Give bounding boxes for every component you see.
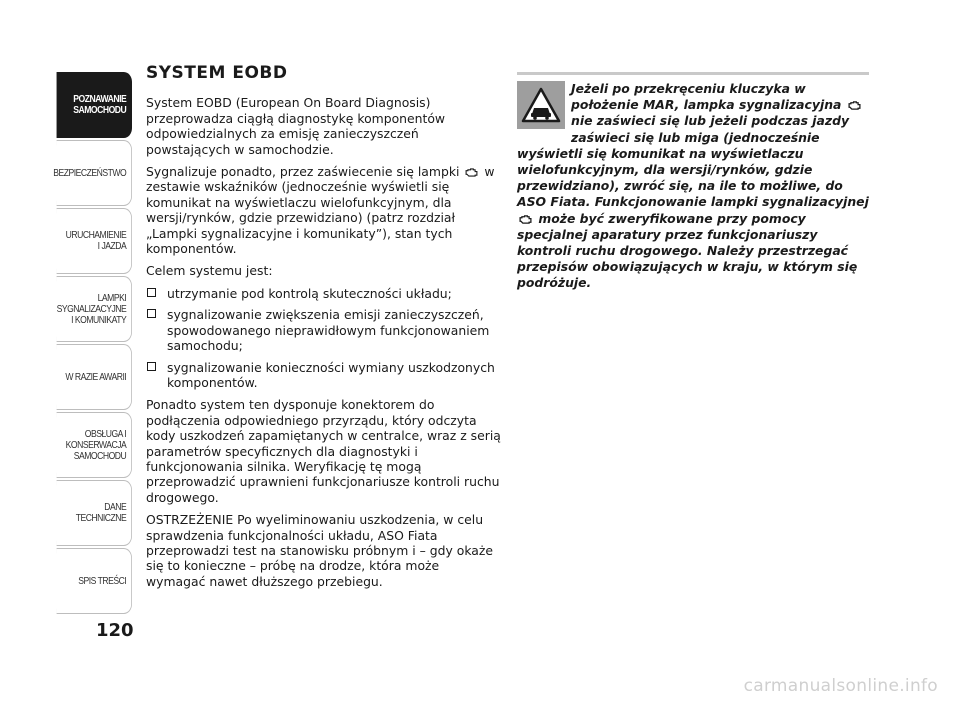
car-warning-icon <box>521 87 561 123</box>
paragraph-signal-start: Sygnalizuje ponadto, przez zaświecenie się lampki <box>146 164 460 180</box>
tab-obsluga-i-konserwacja[interactable]: OBSŁUGA I KONSERWACJA SAMOCHODU <box>57 412 132 478</box>
warning-text <box>517 81 869 292</box>
page-number: 120 <box>96 620 134 641</box>
paragraph-intro: System EOBD (European On Board Diagnosis) przeprowadza ciągłą diagnostykę komponentów odpowiedzialnych za emisję zanieczyszczeń powstających w samochodzie. <box>146 95 446 157</box>
list-item: utrzymanie pod kontrolą skuteczności układu; <box>146 286 501 301</box>
paragraph-warning-note: OSTRZEŻENIE Po wyeliminowaniu uszkodzenia, w celu sprawdzenia funkcjonalności układu, ASO Fiata przeprowadzi test na stanowisku próbnym i – gdy okaże się to konieczne – próbę na drodze, która może wymagać nawet dłuższego przebiegu. <box>146 512 494 589</box>
tab-w-razie-awarii[interactable]: W RAZIE AWARII <box>57 344 132 410</box>
engine-check-icon <box>465 168 478 177</box>
tab-bezpieczenstwo[interactable]: BEZPIECZEŃSTWO <box>57 140 132 206</box>
tab-poznawanie-samochodu[interactable]: POZNAWANIE SAMOCHODU <box>57 72 132 138</box>
warning-column <box>517 72 869 292</box>
main-text-column <box>146 63 501 596</box>
list-item: sygnalizowanie zwiększenia emisji zanieczyszczeń, spowodowanego nieprawidłowym funkcjonowaniem samochodu; <box>146 307 501 353</box>
engine-check-icon <box>519 215 532 224</box>
watermark: carmanualsonline.info <box>743 676 938 696</box>
tab-lampki-sygnalizacyjne[interactable]: LAMPKI SYGNALIZACYJNE I KOMUNIKATY <box>57 276 132 342</box>
list-item: sygnalizowanie konieczności wymiany uszkodzonych komponentów. <box>146 360 501 391</box>
paragraph-connector: Ponadto system ten dysponuje konektorem do podłączenia odpowiedniego przyrządu, który odczyta kody uszkodzeń zapamiętanych w centralce, wraz z serią parametrów specyficznych dla diagnostyki i funkcjonowania silnika. Weryfikację tę mogą przeprowadzić uprawnieni funkcjonariusze kontroli ruchu drogowego. <box>146 397 501 505</box>
paragraph-signal <box>146 164 501 256</box>
warning-text-middle: nie zaświeci się lub jeżeli podczas jazdy zaświeci się lub miga (jednocześnie wyświetli się komunikat na wyświetlaczu wielofunkcyjnym, dla wersji/rynków, gdzie przewidziano), zwróć się, na ile to możliwe, do ASO Fiata. Funkcjonowanie lampki sygnalizacyjnej <box>517 113 869 210</box>
section-title: SYSTEM EOBD <box>146 63 288 83</box>
engine-check-icon <box>848 101 861 110</box>
tab-spis-tresci[interactable]: SPIS TREŚCI <box>57 548 132 614</box>
paragraph-signal-end: w zestawie wskaźników (jednocześnie wyświetli się komunikat na wyświetlaczu wielofunkcyjnym, dla wersji/rynków, gdzie przewidziano) (patrz rozdział „Lampki sygnalizacyjne i komunikaty”), stan tych komponentów. <box>146 164 495 257</box>
warning-text-end: może być zweryfikowane przy pomocy specjalnej aparatury przez funkcjonariuszy kontroli ruchu drogowego. Należy przestrzegać przepisów obowiązujących w kraju, w którym się podróżuje. <box>517 210 858 291</box>
tab-dane-techniczne[interactable]: DANE TECHNICZNE <box>57 480 132 546</box>
warning-icon-box <box>517 81 565 129</box>
warning-text-start: Jeżeli po przekręceniu kluczyka w położenie MAR, lampka sygnalizacyjna <box>571 81 842 113</box>
paragraph-goals-intro: Celem systemu jest: <box>146 263 273 279</box>
goals-list <box>146 286 501 390</box>
tab-uruchamienie-i-jazda[interactable]: URUCHAMIENIE I JAZDA <box>57 208 132 274</box>
